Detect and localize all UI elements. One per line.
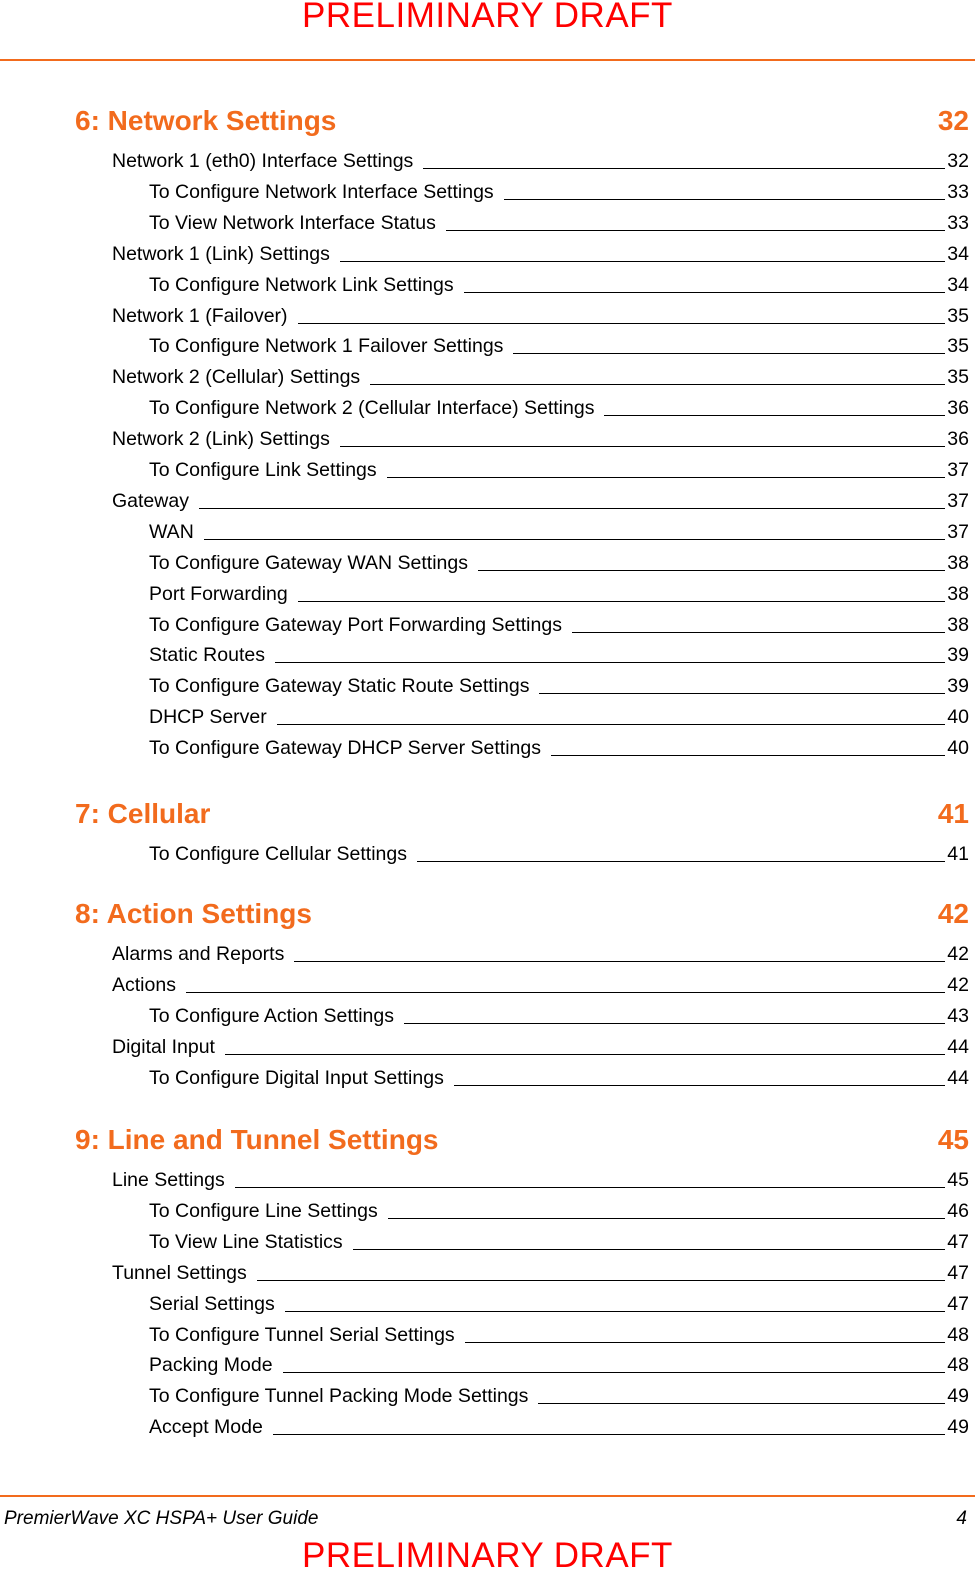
- toc-leader-line: [340, 446, 945, 447]
- toc-entry-label: Gateway: [112, 490, 189, 512]
- toc-entry-page: 45: [947, 1169, 969, 1191]
- toc-entry-label: DHCP Server: [149, 706, 267, 728]
- toc-leader-line: [275, 662, 945, 663]
- toc-entry[interactable]: [112, 428, 969, 450]
- toc-chapter-page: 42: [937, 898, 969, 929]
- toc-entry-page: 36: [947, 428, 969, 450]
- toc-entry-label: To Configure Action Settings: [149, 1005, 394, 1027]
- toc-leader-line: [423, 168, 945, 169]
- toc-leader-line: [464, 292, 946, 293]
- toc-entry-label: Tunnel Settings: [112, 1262, 247, 1284]
- toc-entry[interactable]: [149, 614, 969, 636]
- toc-entry-page: 41: [947, 843, 969, 865]
- toc-entry-label: To Configure Network 2 (Cellular Interface) Settings: [149, 397, 595, 419]
- toc-entry-page: 32: [947, 150, 969, 172]
- toc-leader-line: [277, 724, 946, 725]
- toc-entry-label: WAN: [149, 521, 194, 543]
- toc-entry-page: 40: [947, 737, 969, 759]
- toc-leader-line: [551, 755, 945, 756]
- toc-chapter[interactable]: [75, 794, 969, 834]
- toc-leader-line: [538, 1403, 945, 1404]
- toc-entry[interactable]: [112, 490, 969, 512]
- toc-leader-line: [387, 477, 946, 478]
- toc-entry[interactable]: [149, 737, 969, 759]
- toc-leader-line: [186, 992, 945, 993]
- toc-leader-line: [204, 539, 946, 540]
- toc-entry[interactable]: [149, 1354, 969, 1376]
- toc-entry-label: Port Forwarding: [149, 583, 288, 605]
- toc-chapter-page: 32: [937, 105, 969, 136]
- toc-entry-page: 42: [947, 943, 969, 965]
- toc-entry[interactable]: [112, 974, 969, 996]
- toc-chapter[interactable]: [75, 1120, 969, 1160]
- toc-entry-page: 33: [947, 212, 969, 234]
- toc-leader-line: [478, 570, 945, 571]
- toc-leader-line: [285, 1311, 946, 1312]
- toc-entry-page: 38: [947, 583, 969, 605]
- toc-leader-line: [273, 1434, 945, 1435]
- toc-leader-line: [340, 261, 945, 262]
- toc-entry[interactable]: [149, 521, 969, 543]
- toc-entry-label: To Configure Network 1 Failover Settings: [149, 335, 504, 357]
- toc-entry[interactable]: [149, 1231, 969, 1253]
- toc-leader-line: [539, 693, 945, 694]
- toc-entry-page: 39: [947, 675, 969, 697]
- toc-entry-label: To View Network Interface Status: [149, 212, 436, 234]
- toc-leader-line: [235, 1187, 946, 1188]
- toc-entry[interactable]: [149, 706, 969, 728]
- toc-leader-line: [465, 1342, 946, 1343]
- toc-entry-label: Network 1 (Link) Settings: [112, 243, 330, 265]
- toc-entry[interactable]: [149, 212, 969, 234]
- toc-leader-line: [404, 1023, 945, 1024]
- toc-chapter-title: 7: Cellular: [75, 798, 211, 829]
- toc-entry-page: 48: [947, 1324, 969, 1346]
- header-rule: [0, 59, 975, 61]
- toc-entry-page: 44: [947, 1067, 969, 1089]
- toc-entry-label: To Configure Gateway Static Route Settings: [149, 675, 530, 697]
- toc-entry-label: Accept Mode: [149, 1416, 263, 1438]
- toc-entry[interactable]: [112, 943, 969, 965]
- watermark-top: PRELIMINARY DRAFT: [302, 0, 673, 35]
- toc-chapter-page: 45: [937, 1124, 969, 1155]
- toc-entry[interactable]: [149, 1067, 969, 1089]
- toc-entry-label: To Configure Network Interface Settings: [149, 181, 494, 203]
- toc-entry[interactable]: [149, 181, 969, 203]
- toc-entry[interactable]: [149, 274, 969, 296]
- toc-entry-label: Network 1 (eth0) Interface Settings: [112, 150, 414, 172]
- toc-entry[interactable]: [149, 1200, 969, 1222]
- toc-entry-label: Network 2 (Cellular) Settings: [112, 366, 361, 388]
- toc-chapter-title: 8: Action Settings: [75, 898, 312, 929]
- toc-leader-line: [257, 1280, 946, 1281]
- toc-entry-page: 47: [947, 1262, 969, 1284]
- toc-entry-page: 35: [947, 335, 969, 357]
- footer-title: PremierWave XC HSPA+ User Guide: [4, 1508, 319, 1529]
- toc-leader-line: [604, 415, 945, 416]
- toc-leader-line: [504, 199, 946, 200]
- toc-entry-page: 43: [947, 1005, 969, 1027]
- toc-chapter-title: 9: Line and Tunnel Settings: [75, 1124, 439, 1155]
- toc-entry-label: Network 2 (Link) Settings: [112, 428, 330, 450]
- toc-leader-line: [370, 384, 945, 385]
- toc-entry-label: To Configure Gateway WAN Settings: [149, 552, 468, 574]
- toc-leader-line: [454, 1085, 945, 1086]
- toc-entry-label: To Configure Link Settings: [149, 459, 377, 481]
- toc-leader-line: [225, 1054, 945, 1055]
- toc-entry-page: 46: [947, 1200, 969, 1222]
- toc-entry[interactable]: [112, 1169, 969, 1191]
- toc-leader-line: [417, 861, 945, 862]
- toc-entry-page: 33: [947, 181, 969, 203]
- footer-rule: [0, 1495, 975, 1497]
- toc-leader-line: [513, 353, 945, 354]
- toc-entry[interactable]: [112, 1262, 969, 1284]
- toc-entry-label: Serial Settings: [149, 1293, 275, 1315]
- toc-entry-label: Alarms and Reports: [112, 943, 285, 965]
- toc-entry[interactable]: [112, 243, 969, 265]
- toc-entry-label: To Configure Tunnel Packing Mode Settings: [149, 1385, 529, 1407]
- toc-entry-page: 38: [947, 614, 969, 636]
- toc-chapter[interactable]: [75, 894, 969, 934]
- toc-entry-page: 37: [947, 490, 969, 512]
- toc-entry-page: 37: [947, 521, 969, 543]
- toc-leader-line: [294, 961, 945, 962]
- toc-entry-page: 38: [947, 552, 969, 574]
- toc-entry[interactable]: [149, 1385, 969, 1407]
- toc-entry-page: 34: [947, 243, 969, 265]
- toc-leader-line: [353, 1249, 946, 1250]
- toc-entry-page: 40: [947, 706, 969, 728]
- toc-entry[interactable]: [112, 150, 969, 172]
- toc-entry-page: 49: [947, 1385, 969, 1407]
- toc-entry[interactable]: [149, 552, 969, 574]
- toc-leader-line: [446, 230, 945, 231]
- toc-entry[interactable]: [149, 1416, 969, 1438]
- toc-leader-line: [388, 1218, 946, 1219]
- footer-page-number: 4: [956, 1508, 967, 1529]
- toc-chapter[interactable]: [75, 101, 969, 141]
- toc-entry-label: Static Routes: [149, 644, 265, 666]
- toc-entry-label: Actions: [112, 974, 176, 996]
- toc-entry-page: 39: [947, 644, 969, 666]
- toc-entry-label: To Configure Digital Input Settings: [149, 1067, 444, 1089]
- toc-entry[interactable]: [112, 1036, 969, 1058]
- toc-entry-page: 36: [947, 397, 969, 419]
- toc-entry[interactable]: [112, 366, 969, 388]
- toc-entry-label: Digital Input: [112, 1036, 215, 1058]
- toc-entry[interactable]: [149, 644, 969, 666]
- toc-entry[interactable]: [149, 459, 969, 481]
- toc-entry-page: 47: [947, 1231, 969, 1253]
- toc-entry[interactable]: [149, 335, 969, 357]
- toc-entry[interactable]: [149, 583, 969, 605]
- toc-leader-line: [199, 508, 945, 509]
- toc-leader-line: [298, 601, 946, 602]
- toc-entry-page: 42: [947, 974, 969, 996]
- toc-entry[interactable]: [112, 305, 969, 327]
- toc-entry-label: To Configure Line Settings: [149, 1200, 378, 1222]
- toc-entry-label: To Configure Gateway Port Forwarding Settings: [149, 614, 562, 636]
- toc-chapter-page: 41: [937, 798, 969, 829]
- toc-entry-page: 37: [947, 459, 969, 481]
- toc-entry-page: 44: [947, 1036, 969, 1058]
- toc-entry-page: 48: [947, 1354, 969, 1376]
- toc-entry-label: Packing Mode: [149, 1354, 273, 1376]
- toc-entry-page: 35: [947, 366, 969, 388]
- toc-chapter-title: 6: Network Settings: [75, 105, 337, 136]
- toc-entry-label: To View Line Statistics: [149, 1231, 343, 1253]
- toc-entry-label: To Configure Network Link Settings: [149, 274, 454, 296]
- toc-entry-page: 34: [947, 274, 969, 296]
- toc-entry-page: 35: [947, 305, 969, 327]
- toc-entry-label: Network 1 (Failover): [112, 305, 288, 327]
- toc-entry[interactable]: [149, 675, 969, 697]
- toc-entry-label: To Configure Gateway DHCP Server Settings: [149, 737, 541, 759]
- toc-leader-line: [283, 1372, 946, 1373]
- toc-entry[interactable]: [149, 1005, 969, 1027]
- toc-entry-label: To Configure Cellular Settings: [149, 843, 407, 865]
- toc-entry-page: 47: [947, 1293, 969, 1315]
- watermark-bottom: PRELIMINARY DRAFT: [302, 1536, 673, 1575]
- toc-entry[interactable]: [149, 1324, 969, 1346]
- toc-leader-line: [572, 632, 945, 633]
- toc-entry[interactable]: [149, 397, 969, 419]
- toc-leader-line: [298, 323, 946, 324]
- toc-entry-label: Line Settings: [112, 1169, 225, 1191]
- toc-entry[interactable]: [149, 1293, 969, 1315]
- toc-entry-label: To Configure Tunnel Serial Settings: [149, 1324, 455, 1346]
- toc-entry[interactable]: [149, 843, 969, 865]
- toc-entry-page: 49: [947, 1416, 969, 1438]
